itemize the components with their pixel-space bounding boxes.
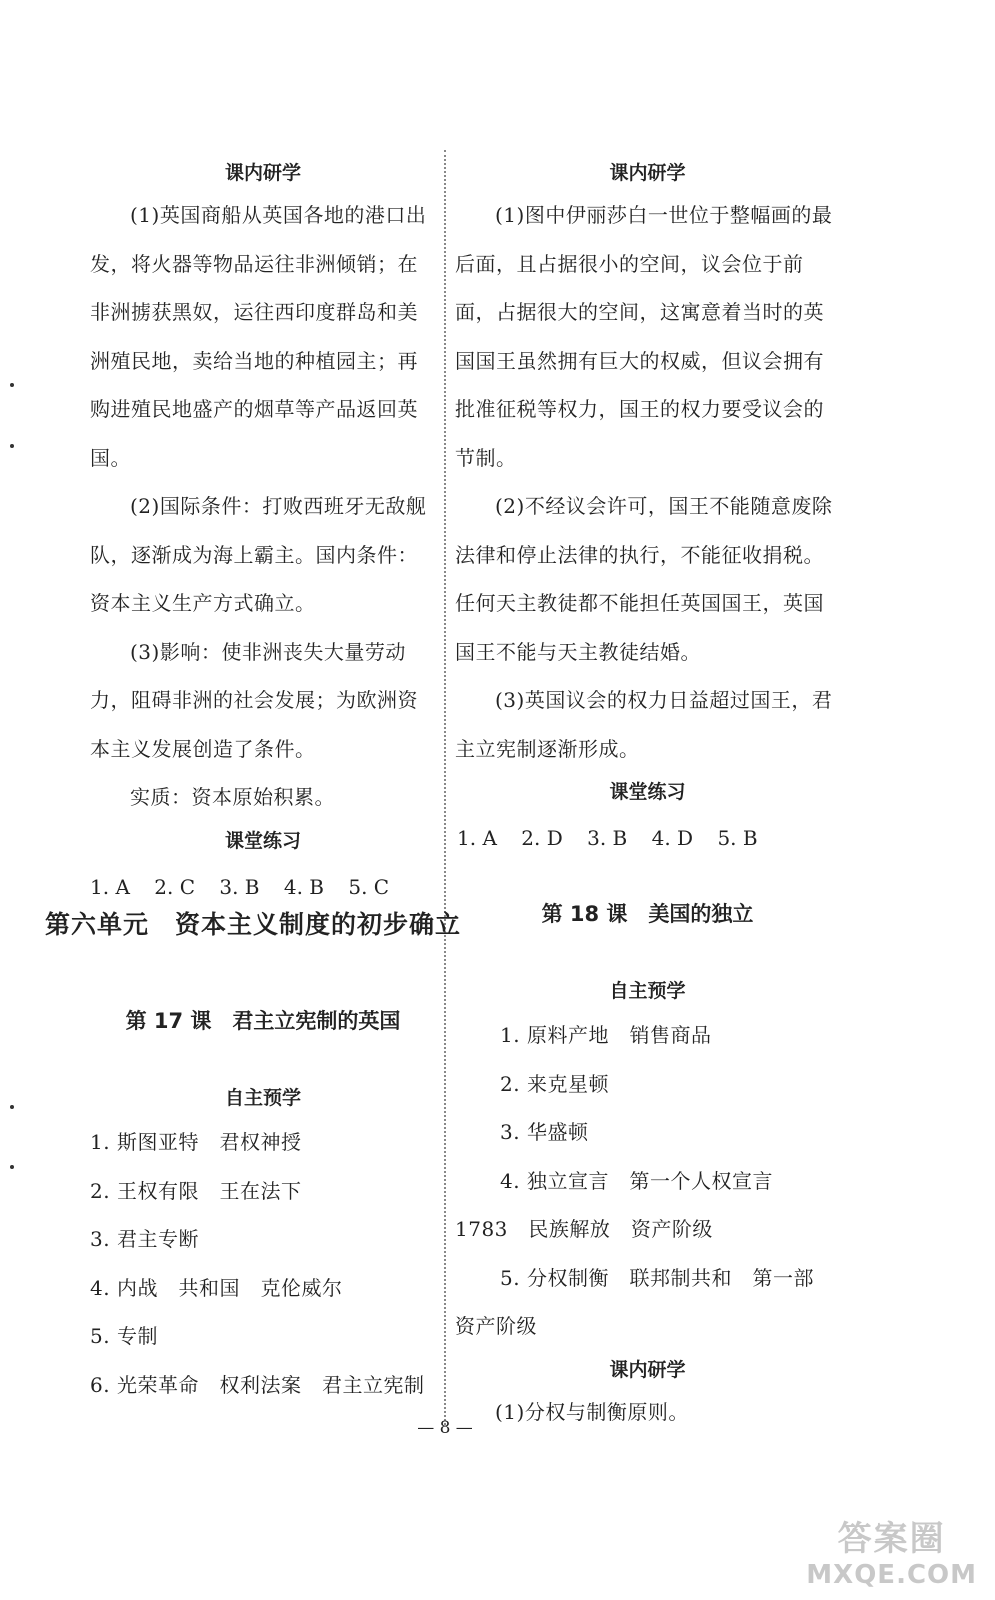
list-item: 3. 君主专断 bbox=[90, 1227, 199, 1251]
list-item: 4. 内战 共和国 克伦威尔 bbox=[90, 1275, 343, 1300]
section-heading: 课堂练习 bbox=[609, 781, 686, 803]
left-column bbox=[90, 150, 436, 899]
answer: 5. C bbox=[348, 874, 390, 899]
watermark bbox=[806, 1511, 977, 1590]
answer: 4. B bbox=[283, 874, 324, 899]
list-item-continuation: 资产阶级 bbox=[455, 1314, 537, 1338]
lesson-title: 第 17 课 君主立宪制的英国 bbox=[125, 1009, 401, 1033]
list-item: 5. 专制 bbox=[90, 1324, 158, 1348]
answer: 1. A bbox=[90, 874, 130, 899]
list-item: 3. 华盛顿 bbox=[500, 1120, 589, 1144]
answer: 2. D bbox=[521, 826, 563, 850]
paragraph: (1)图中伊丽莎白一世位于整幅画的最后面，且占据很小的空间，议会位于前面，占据很大的空间，这寓意着当时的英国国王虽然拥有巨大的权威，但议会拥有批准征税等权力，国王的权力要受议会的节制。 bbox=[455, 203, 833, 470]
paragraph: (2)不经议会许可，国王不能随意废除法律和停止法律的执行，不能征收捐税。任何天主教徒都不能担任英国国王，英国国王不能与天主教徒结婚。 bbox=[455, 494, 833, 664]
margin-dot bbox=[10, 444, 14, 448]
answer: 3. B bbox=[587, 826, 628, 850]
watermark-title: 答案圈 bbox=[837, 1519, 946, 1559]
left-column-lower bbox=[90, 1005, 436, 1409]
margin-dot bbox=[10, 383, 14, 387]
section-heading: 自主预学 bbox=[609, 980, 686, 1002]
paragraph: (1)英国商船从英国各地的港口出发，将火器等物品运往非洲倾销；在非洲掳获黑奴，运往西印度群岛和美洲殖民地，卖给当地的种植园主；再购进殖民地盛产的烟草等产品返回英国。 bbox=[90, 203, 427, 470]
answer: 5. B bbox=[717, 826, 758, 850]
answer: 4. D bbox=[651, 826, 694, 850]
unit-title: 第六单元 资本主义制度的初步确立 bbox=[45, 910, 462, 939]
section-heading: 课堂练习 bbox=[224, 829, 301, 852]
margin-dot bbox=[10, 1105, 14, 1109]
list-item: 2. 王权有限 王在法下 bbox=[90, 1178, 302, 1203]
list-item: 5. 分权制衡 联邦制共和 第一部 bbox=[500, 1265, 814, 1290]
watermark-url: MXQE.COM bbox=[806, 1560, 977, 1590]
column-divider bbox=[444, 150, 446, 1425]
section-heading: 课内研学 bbox=[609, 162, 686, 184]
answer: 1. A bbox=[457, 826, 497, 850]
list-item: 1. 斯图亚特 君权神授 bbox=[90, 1130, 302, 1154]
list-item: 4. 独立宣言 第一个人权宣言 bbox=[500, 1168, 773, 1193]
lesson-title: 第 18 课 美国的独立 bbox=[541, 902, 754, 926]
list-item: 6. 光荣革命 权利法案 君主立宪制 bbox=[90, 1372, 425, 1397]
list-item-continuation: 1783 民族解放 资产阶级 bbox=[455, 1217, 713, 1241]
paragraph: (1)分权与制衡原则。 bbox=[495, 1399, 689, 1424]
section-heading: 课内研学 bbox=[224, 162, 301, 184]
paragraph: (2)国际条件：打败西班牙无敌舰队，逐渐成为海上霸主。国内条件：资本主义生产方式确立。 bbox=[90, 494, 427, 615]
section-heading: 课内研学 bbox=[609, 1358, 686, 1381]
right-column bbox=[455, 150, 840, 1436]
list-item: 1. 原料产地 销售商品 bbox=[500, 1023, 712, 1047]
answer: 2. C bbox=[154, 874, 195, 899]
answer-row bbox=[90, 875, 436, 899]
paragraph: (3)影响：使非洲丧失大量劳动力，阻碍非洲的社会发展；为欧洲资本主义发展创造了条件。 bbox=[90, 639, 418, 761]
paragraph: 实质：资本原始积累。 bbox=[130, 785, 335, 809]
list-item: 2. 来克星顿 bbox=[500, 1071, 609, 1096]
answer-row bbox=[455, 826, 840, 850]
page-number: — 8 — bbox=[417, 1418, 473, 1438]
paragraph: (3)英国议会的权力日益超过国王，君主立宪制逐渐形成。 bbox=[455, 688, 833, 761]
section-heading: 自主预学 bbox=[224, 1087, 301, 1109]
margin-dot bbox=[10, 1165, 14, 1169]
answer: 3. B bbox=[219, 874, 260, 899]
